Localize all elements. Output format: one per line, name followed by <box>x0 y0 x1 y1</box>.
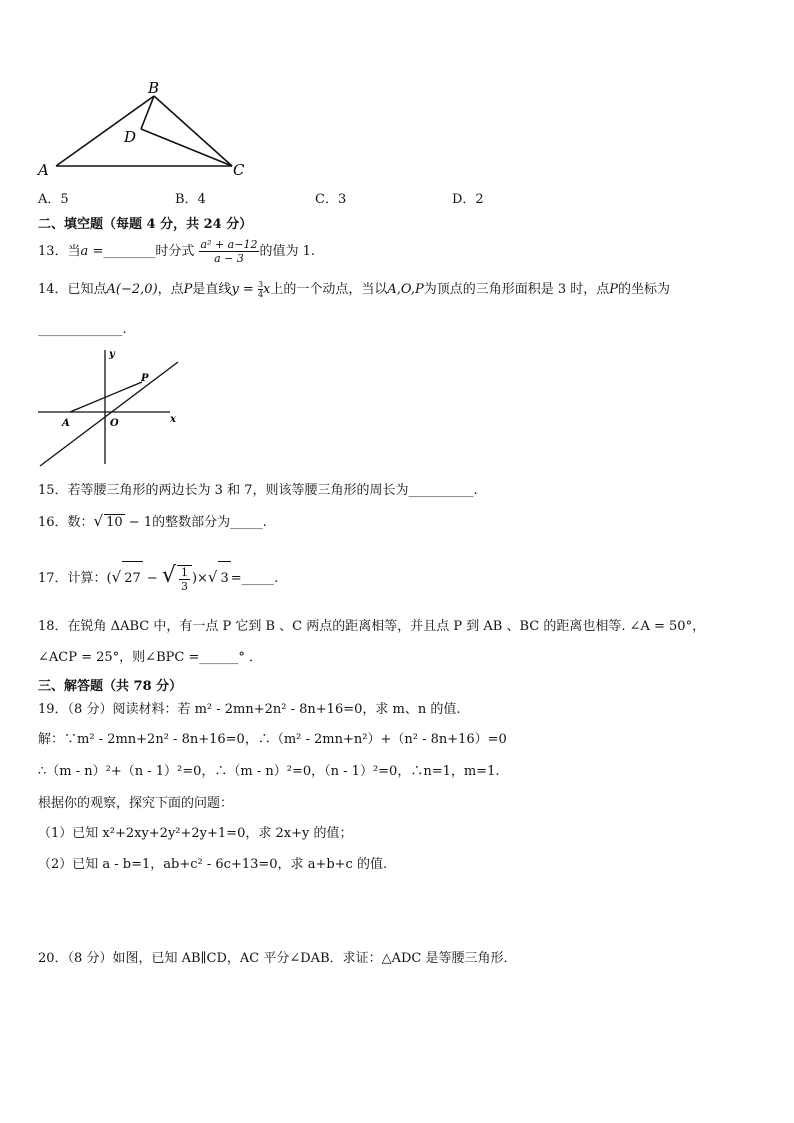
q19-line-6: （2）已知 a - b=1，ab+c² - 6c+13=0，求 a+b+c 的值. <box>38 857 388 872</box>
segment-AB <box>56 96 154 166</box>
q15-end: . <box>473 483 478 498</box>
q18-line2-b: ° ． <box>238 650 262 665</box>
axis-label-x: x <box>170 414 176 425</box>
q18-line2-a: ∠ACP = 25°，则∠BPC = <box>38 650 200 665</box>
question-20: 20．（8 分）如图，已知 AB∥CD，AC 平分∠DAB．求证：△ADC 是等腰三角形． <box>38 951 517 966</box>
question-16 <box>38 511 267 530</box>
q14-line-x: x <box>263 282 271 297</box>
q13-frac-den: a − 3 <box>214 252 244 265</box>
question-13 <box>38 237 315 267</box>
q14-aop: A,O,P <box>387 282 424 297</box>
q17-eq: = <box>230 571 242 586</box>
q17-prefix: 17．计算：( <box>38 571 112 586</box>
q14-number: 14．已知点 <box>38 282 107 297</box>
q19-line-1: 19．（8 分）阅读材料：若 m² - 2mn+2n² - 8n+16=0，求 m、n 的值. <box>38 702 461 717</box>
sqrt-icon: √ <box>207 568 218 586</box>
q16-minus: − 1 <box>124 515 153 530</box>
label-A: A <box>38 161 49 179</box>
q17-sqrt-27: 27 <box>122 561 143 596</box>
q17-sqrt-3: 3 <box>218 561 230 596</box>
label-O: O <box>110 418 119 429</box>
q19-line-3: ∴（m - n）²+（n - 1）²=0，∴（m - n）²=0，（n - 1）²=0，∴n=1，m=1. <box>38 764 500 779</box>
q16-sqrt-arg: 10 <box>106 515 123 530</box>
q14-slope-den: 4 <box>257 290 264 299</box>
q14-point-p: P <box>183 282 193 297</box>
q13-var: a <box>80 244 89 259</box>
section-3-title: 三、解答题（共 78 分） <box>38 679 183 694</box>
q19-line-4: 根据你的观察，探究下面的问题： <box>38 796 234 811</box>
q19-line-2: 解：∵m² - 2mn+2n² - 8n+16=0，∴（m² - 2mn+n²）+（n² - 8n+16）=0 <box>38 732 507 747</box>
triangle-figure <box>36 78 256 178</box>
segment-DC <box>141 129 232 166</box>
sqrt-icon: √ <box>93 512 104 530</box>
label-D: D <box>124 128 137 146</box>
q14-line-y: y = <box>231 282 254 297</box>
q15-text: 15．若等腰三角形的两边长为 3 和 7，则该等腰三角形的周长为 <box>38 483 409 498</box>
q12-option-a: A．5 <box>38 192 69 207</box>
q13-mid: 时分式 <box>155 244 195 259</box>
label-P: P <box>141 373 149 384</box>
label-B: B <box>148 79 160 97</box>
q13-eq: = <box>88 244 104 259</box>
q14-point-a: A(−2,0) <box>106 282 158 297</box>
q14-t2: 是直线 <box>192 282 232 297</box>
q12-option-d: D．2 <box>452 192 484 207</box>
q13-number: 13．当 <box>38 244 81 259</box>
section-2-title: 二、填空题（每题 4 分，共 24 分） <box>38 217 253 232</box>
q14-point-p2: P <box>609 282 618 297</box>
question-15 <box>38 479 478 498</box>
q17-minus: − <box>142 571 162 586</box>
q14-t3: 上的一个动点，当以 <box>270 282 388 297</box>
q17-frac-num: 1 <box>180 565 188 579</box>
q17-fraction <box>177 565 192 593</box>
question-17 <box>38 559 278 596</box>
q14-t1: ，点 <box>157 282 184 297</box>
line-through-origin <box>40 362 178 466</box>
q13-frac-num: a² + a−12 <box>200 238 258 251</box>
q12-option-c: C．3 <box>315 192 347 207</box>
question-14 <box>38 280 670 300</box>
q13-blank: ________ <box>103 244 156 259</box>
q17-blank: _____ <box>241 571 275 586</box>
sqrt-icon: √ <box>111 568 122 586</box>
q17-times: )× <box>191 571 208 586</box>
q19-line-5: （1）已知 x²+2xy+2y²+2y+1=0，求 2x+y 的值； <box>38 826 353 841</box>
q18-blank: ______ <box>199 650 239 665</box>
label-A: A <box>62 418 70 429</box>
q14-t4: 为顶点的三角形面积是 3 时，点 <box>423 282 610 297</box>
q18-line-1: 18．在锐角 ΔABC 中，有一点 P 它到 B 、C 两点的距离相等，并且点 P 到 AB 、BC 的距离也相等. ∠A = 50°， <box>38 619 706 634</box>
q13-fraction <box>199 238 260 265</box>
axis-label-y: y <box>109 349 115 360</box>
label-C: C <box>233 161 245 179</box>
coordinate-figure <box>36 348 186 470</box>
segment-BC <box>154 96 232 166</box>
q14-t5: 的坐标为 <box>618 282 671 297</box>
q14-answer-blank: _____________. <box>38 322 127 337</box>
sqrt-icon: √ <box>161 563 176 588</box>
q13-tail: 的值为 1. <box>259 244 315 259</box>
q16-end: . <box>262 515 267 530</box>
q16-blank: _____ <box>230 515 263 530</box>
q18-line-2 <box>38 646 262 665</box>
q15-blank: __________ <box>408 483 474 498</box>
q16-prefix: 16．数： <box>38 515 94 530</box>
q12-option-b: B．4 <box>175 192 206 207</box>
q16-suffix: 的整数部分为 <box>152 515 231 530</box>
q14-slope-num: 3 <box>257 280 264 289</box>
q17-frac-den: 3 <box>180 579 188 593</box>
q17-end: . <box>274 571 279 586</box>
